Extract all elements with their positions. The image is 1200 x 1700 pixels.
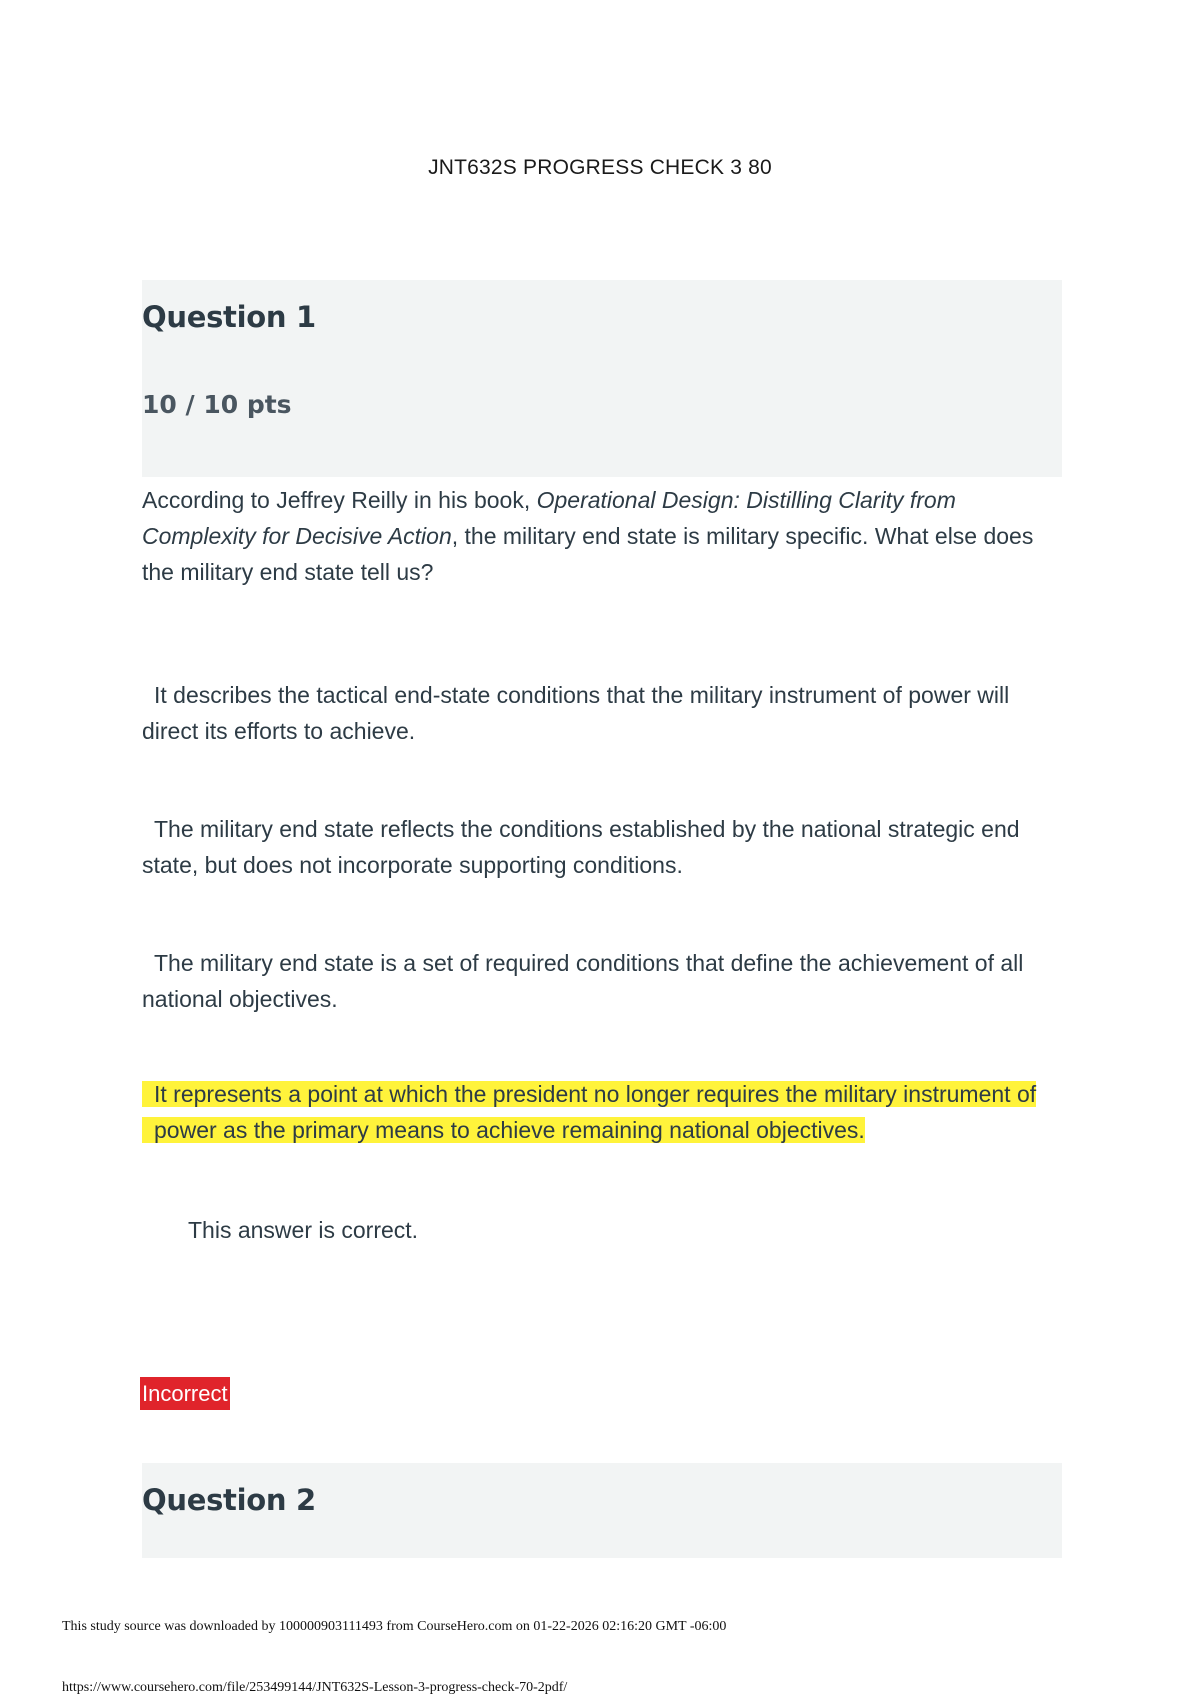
question-1-text xyxy=(142,482,1062,590)
answer-option-3 xyxy=(142,945,1062,1017)
question-1-text-rest: , the military end state is military specific. What else does the military end state tell us? xyxy=(142,523,1034,585)
document-title: JNT632S PROGRESS CHECK 3 80 xyxy=(428,156,772,179)
answer-option-1 xyxy=(142,677,1062,749)
question-1-header xyxy=(142,280,1062,477)
incorrect-badge: Incorrect xyxy=(140,1377,230,1410)
question-2-title: Question 2 xyxy=(142,1483,316,1517)
source-url: https://www.coursehero.com/file/253499144/JNT632S-Lesson-3-progress-check-70-2pdf/ xyxy=(62,1680,568,1695)
question-1-book-title: Operational Design: Distilling Clarity from Complexity for Decisive Action xyxy=(142,487,956,549)
answer-option-1-text: It describes the tactical end-state conditions that the military instrument of power will direct its efforts to achieve. xyxy=(142,682,1010,744)
answer-option-2 xyxy=(142,811,1062,883)
download-notice: This study source was downloaded by 100000903111493 from CourseHero.com on 01-22-2026 02:16:20 GMT -06:00 xyxy=(62,1619,727,1634)
answer-option-3-text: The military end state is a set of required conditions that define the achievement of all national objectives. xyxy=(142,950,1024,1012)
question-2-header xyxy=(142,1463,1062,1558)
answer-option-2-text: The military end state reflects the conditions established by the national strategic end state, but does not incorporate supporting conditions. xyxy=(142,816,1020,878)
answer-option-4-text: It represents a point at which the president no longer requires the military instrument of power as the primary means to achieve remaining national objectives. xyxy=(142,1081,1036,1143)
question-1-title: Question 1 xyxy=(142,300,316,334)
question-1-points: 10 / 10 pts xyxy=(142,390,292,419)
question-1-text-intro: According to Jeffrey Reilly in his book, xyxy=(142,487,537,513)
answer-feedback: This answer is correct. xyxy=(188,1217,419,1243)
answer-option-4-selected xyxy=(142,1076,1062,1148)
